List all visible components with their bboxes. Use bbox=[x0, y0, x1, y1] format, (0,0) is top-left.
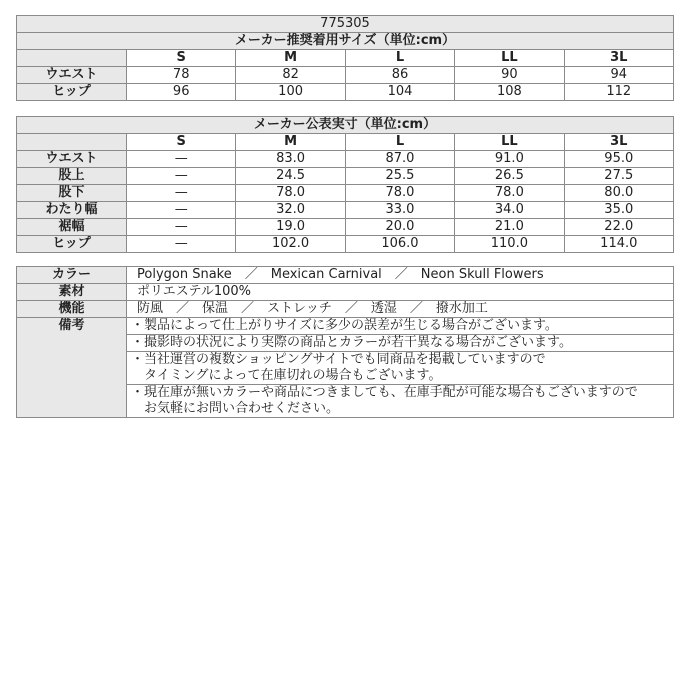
table-row bbox=[17, 202, 674, 219]
table-cell: 20.0 bbox=[345, 219, 454, 236]
row-label: 股上 bbox=[17, 168, 127, 185]
note-item: ・製品によって仕上がりサイズに多少の誤差が生じる場合がございます。 bbox=[127, 318, 674, 335]
row-label: わたり幅 bbox=[17, 202, 127, 219]
table-cell: 78.0 bbox=[455, 185, 564, 202]
table-cell: 80.0 bbox=[564, 185, 673, 202]
table-row bbox=[17, 185, 674, 202]
function-label: 機能 bbox=[17, 301, 127, 318]
table-row bbox=[17, 151, 674, 168]
table-row bbox=[17, 67, 674, 84]
table-cell: 25.5 bbox=[345, 168, 454, 185]
table-cell: 86 bbox=[345, 67, 454, 84]
color-value: Polygon Snake ／ Mexican Carnival ／ Neon Skull Flowers bbox=[127, 267, 674, 284]
row-label: ヒップ bbox=[17, 84, 127, 101]
table-cell: 26.5 bbox=[455, 168, 564, 185]
table-cell: 106.0 bbox=[345, 236, 454, 253]
notes-row bbox=[17, 318, 674, 335]
size-header: L bbox=[345, 50, 454, 67]
table-cell: 96 bbox=[127, 84, 236, 101]
table-cell: 108 bbox=[455, 84, 564, 101]
notes-label: 備考 bbox=[17, 318, 127, 418]
table-cell: 91.0 bbox=[455, 151, 564, 168]
table-cell: 78 bbox=[127, 67, 236, 84]
table-cell: 83.0 bbox=[236, 151, 345, 168]
material-value: ポリエステル100% bbox=[127, 284, 674, 301]
table-cell: — bbox=[127, 219, 236, 236]
size-header: L bbox=[345, 134, 454, 151]
table-cell: 24.5 bbox=[236, 168, 345, 185]
row-label: ヒップ bbox=[17, 236, 127, 253]
table-cell: — bbox=[127, 185, 236, 202]
table-cell: 87.0 bbox=[345, 151, 454, 168]
table-row bbox=[17, 84, 674, 101]
actual-size-table bbox=[16, 116, 674, 253]
table-cell: — bbox=[127, 151, 236, 168]
recommended-size-table bbox=[16, 15, 674, 101]
table-cell: — bbox=[127, 168, 236, 185]
size-header: 3L bbox=[564, 50, 673, 67]
table-cell: 100 bbox=[236, 84, 345, 101]
table-cell: 102.0 bbox=[236, 236, 345, 253]
size-header: LL bbox=[455, 50, 564, 67]
table-cell: 114.0 bbox=[564, 236, 673, 253]
note-item: ・撮影時の状況により実際の商品とカラーが若干異なる場合がございます。 bbox=[127, 335, 674, 352]
size-header: LL bbox=[455, 134, 564, 151]
table-row bbox=[17, 168, 674, 185]
table-cell: 21.0 bbox=[455, 219, 564, 236]
table-cell: 34.0 bbox=[455, 202, 564, 219]
table-cell: 112 bbox=[564, 84, 673, 101]
actual-title: メーカー公表実寸（単位:cm） bbox=[17, 117, 674, 134]
material-row bbox=[17, 284, 674, 301]
table-cell: 33.0 bbox=[345, 202, 454, 219]
table-cell: 95.0 bbox=[564, 151, 673, 168]
color-row bbox=[17, 267, 674, 284]
table-cell: 104 bbox=[345, 84, 454, 101]
material-label: 素材 bbox=[17, 284, 127, 301]
size-header: 3L bbox=[564, 134, 673, 151]
table-cell: — bbox=[127, 236, 236, 253]
table-row bbox=[17, 236, 674, 253]
row-label: ウエスト bbox=[17, 151, 127, 168]
color-label: カラー bbox=[17, 267, 127, 284]
table-cell: 27.5 bbox=[564, 168, 673, 185]
size-header-row bbox=[17, 50, 674, 67]
table-cell: 32.0 bbox=[236, 202, 345, 219]
function-row bbox=[17, 301, 674, 318]
note-item: ・当社運営の複数ショッピングサイトでも同商品を掲載していますので タイミングによって在庫切れの場合もございます。 bbox=[127, 352, 674, 385]
table-cell: — bbox=[127, 202, 236, 219]
size-header: S bbox=[127, 50, 236, 67]
table-cell: 78.0 bbox=[236, 185, 345, 202]
table-cell: 90 bbox=[455, 67, 564, 84]
table-cell: 22.0 bbox=[564, 219, 673, 236]
size-header: S bbox=[127, 134, 236, 151]
table-cell: 19.0 bbox=[236, 219, 345, 236]
size-header: M bbox=[236, 134, 345, 151]
table-cell: 94 bbox=[564, 67, 673, 84]
size-header-row bbox=[17, 134, 674, 151]
table-cell: 35.0 bbox=[564, 202, 673, 219]
table-row bbox=[17, 219, 674, 236]
product-info-table bbox=[16, 266, 674, 418]
product-code: 775305 bbox=[17, 16, 674, 33]
row-label: 裾幅 bbox=[17, 219, 127, 236]
function-value: 防風 ／ 保温 ／ ストレッチ ／ 透湿 ／ 撥水加工 bbox=[127, 301, 674, 318]
table-cell: 78.0 bbox=[345, 185, 454, 202]
row-label: 股下 bbox=[17, 185, 127, 202]
row-label: ウエスト bbox=[17, 67, 127, 84]
table-cell: 110.0 bbox=[455, 236, 564, 253]
size-header: M bbox=[236, 50, 345, 67]
table-cell: 82 bbox=[236, 67, 345, 84]
note-item: ・現在庫が無いカラーや商品につきましても、在庫手配が可能な場合もございますので お気軽にお問い合わせください。 bbox=[127, 385, 674, 418]
recommended-title: メーカー推奨着用サイズ（単位:cm） bbox=[17, 33, 674, 50]
